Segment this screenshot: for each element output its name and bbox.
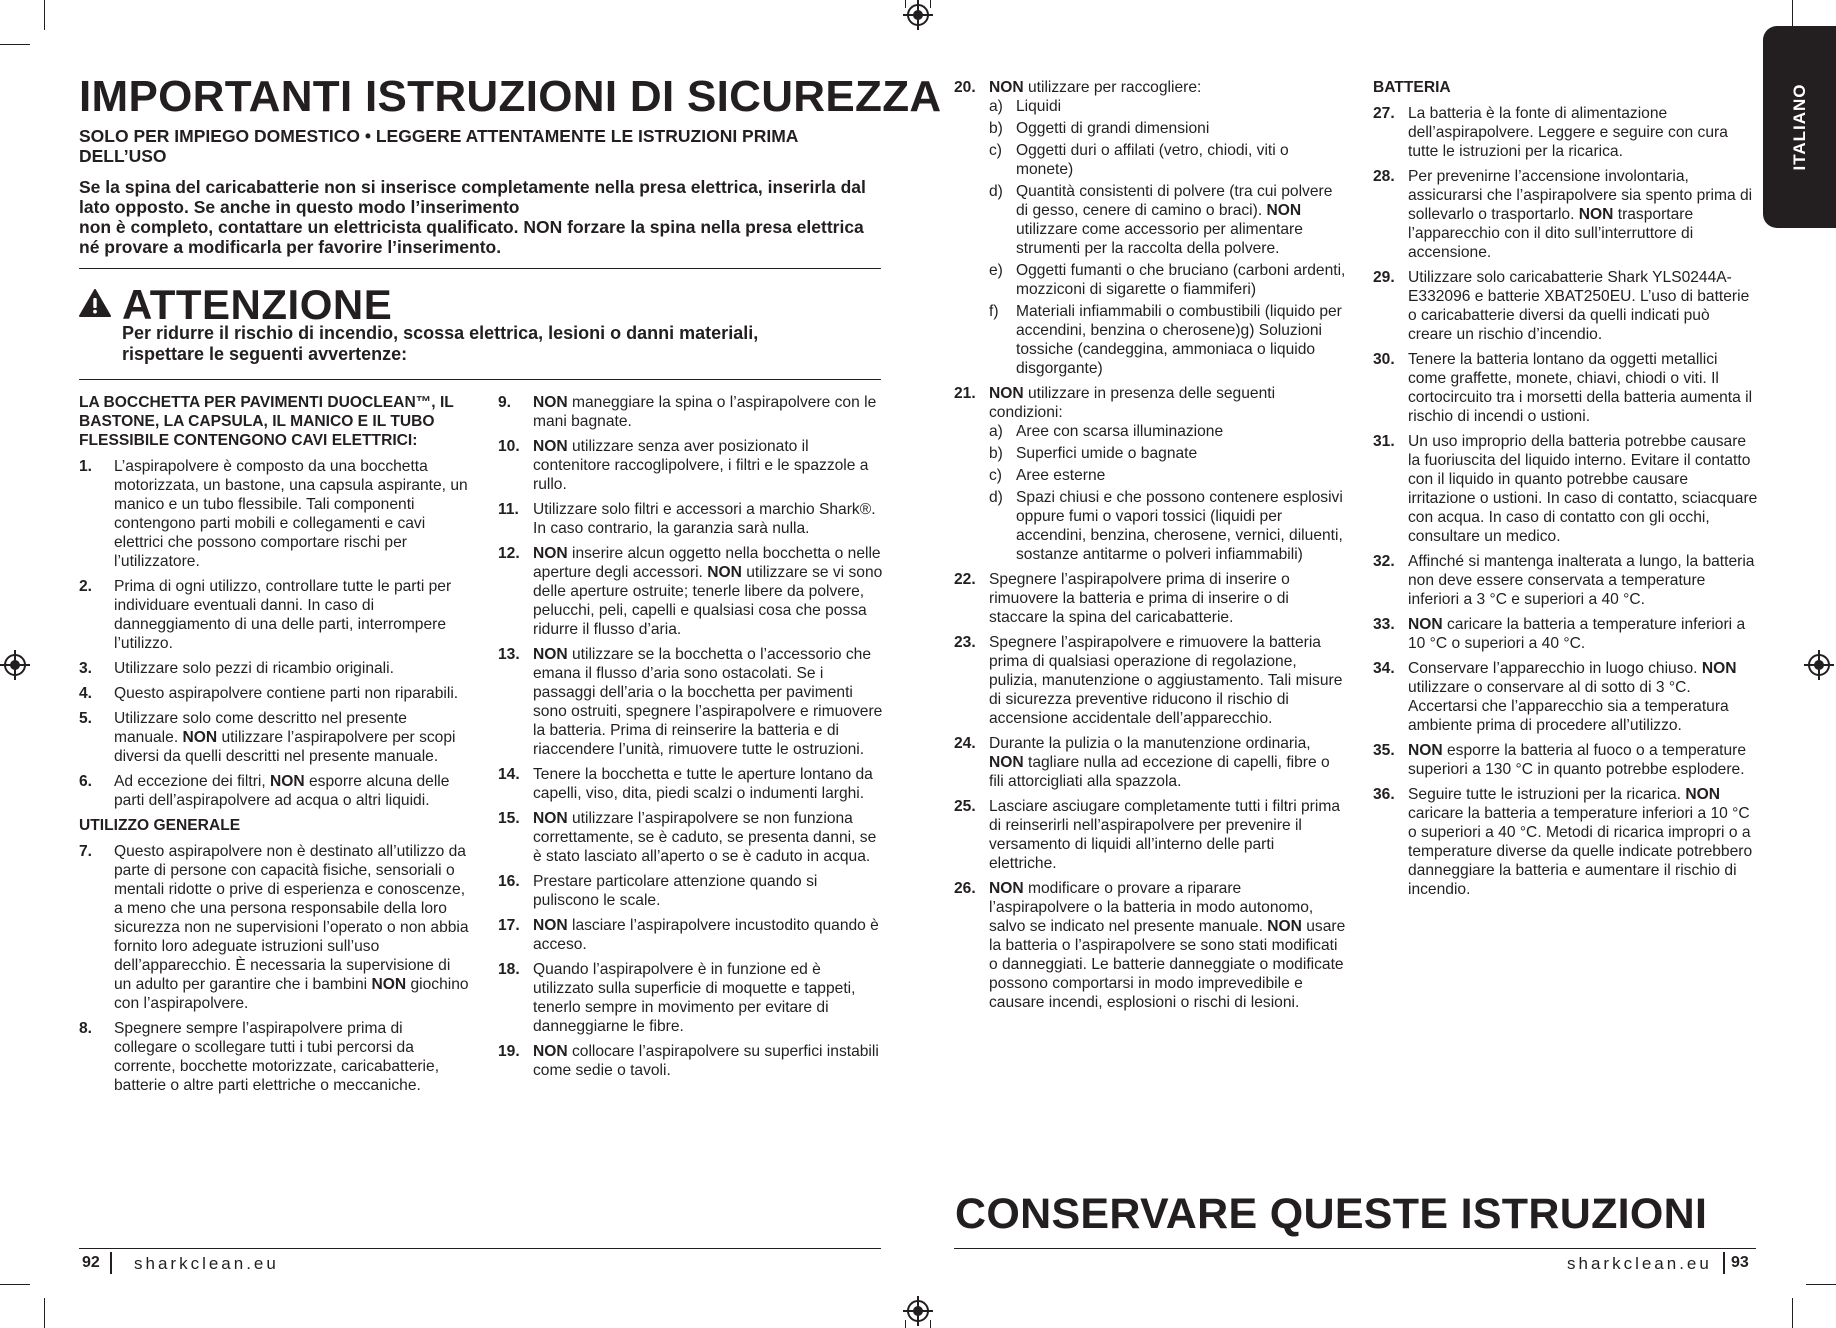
registration-mark-icon xyxy=(907,4,929,26)
keep-instructions-title: CONSERVARE QUESTE ISTRUZIONI xyxy=(955,1190,1708,1238)
emphasis: NON xyxy=(1266,202,1302,219)
item-text: Quando l’aspirapolvere è in funzione ed è utilizzato sulla superficie di moquette e tappeti, tenerlo sempre in movimento per evitare di danneggiarne le fibre. xyxy=(533,961,856,1035)
footer-separator xyxy=(110,1252,112,1274)
list-item xyxy=(79,457,469,571)
item-number: 3. xyxy=(79,660,93,677)
crop-mark xyxy=(0,44,30,45)
item-text: utilizzare se la bocchetta o l’accessorio che emana il flusso d’aria sono ostacolati. Se i passaggi dell’aria o la bocchetta per pavimenti sono ostruiti, spegnere l’aspirapolvere e rimuovere la batteria. Prima di reinserire la batteria e di riaccendere l’unità, rimuovere tutte le ostruzioni. xyxy=(533,646,883,758)
item-text: Durante la pulizia o la manutenzione ordinaria, xyxy=(989,735,1311,752)
column-2 xyxy=(498,393,883,1086)
emphasis: NON xyxy=(989,754,1024,771)
language-tab xyxy=(1763,26,1836,228)
item-number: 4. xyxy=(79,685,93,702)
list-item xyxy=(954,633,1346,728)
list-item xyxy=(1373,615,1758,653)
sub-item-letter: a) xyxy=(989,423,1003,440)
list-item xyxy=(498,872,883,910)
item-text: trasportare l’apparecchio con il dito sull’interruttore di accensione. xyxy=(1408,206,1694,261)
emphasis: NON xyxy=(1267,918,1302,935)
sub-item-letter: b) xyxy=(989,445,1003,462)
crop-mark xyxy=(930,1320,931,1328)
item-text: Utilizzare solo filtri e accessori a marchio Shark®. In caso contrario, la garanzia sarà nulla. xyxy=(533,501,876,537)
emphasis: NON xyxy=(1578,206,1614,223)
list-item xyxy=(954,734,1346,791)
list-item xyxy=(498,809,883,866)
sub-list xyxy=(989,97,1346,378)
item-text: usare la batteria o l’aspirapolvere se sono stati modificati o danneggiati. Le batterie danneggiate o modificate possono comportarsi in modo imprevedibile e causare incendi, esplosioni o rischi di lesioni. xyxy=(989,918,1346,1011)
sub-item-letter: d) xyxy=(989,489,1003,506)
item-text: Un uso improprio della batteria potrebbe causare la fuoriuscita del liquido interno. Evitare il contatto con il liquido in quanto potrebbe causare irritazione o ustioni. In caso di contatto, sciacquare con acqua. In caso di contatto con gli occhi, consultare un medico. xyxy=(1408,433,1758,545)
item-number: 11. xyxy=(498,501,519,518)
item-number: 14. xyxy=(498,766,520,783)
list-item xyxy=(498,960,883,1036)
list-item xyxy=(498,1042,883,1080)
list-item xyxy=(79,577,469,653)
list-item xyxy=(1373,104,1758,161)
crop-mark xyxy=(44,1298,45,1328)
item-text: collocare l’aspirapolvere su superfici instabili come sedie o tavoli. xyxy=(533,1043,879,1079)
sub-item xyxy=(989,422,1346,441)
sub-item xyxy=(989,302,1346,378)
column-3 xyxy=(954,78,1346,1018)
item-text: utilizzare l’aspirapolvere per scopi diversi da quelli descritti nel presente manuale. xyxy=(114,729,456,765)
sub-item xyxy=(989,444,1346,463)
emphasis: NON xyxy=(533,394,568,411)
emphasis: NON xyxy=(371,976,407,993)
item-number: 20. xyxy=(954,79,976,96)
column-4 xyxy=(1373,78,1758,905)
list-item xyxy=(1373,167,1758,262)
item-text: utilizzare senza aver posizionato il contenitore raccoglipolvere, i filtri e le spazzole a rullo. xyxy=(533,438,869,493)
item-text: caricare la batteria a temperature inferiori a 10 °C o superiori a 40 °C. Metodi di ricarica impropri o a temperature diverse da quelle indicate potrebbero danneggiare la batteria e aumentare il rischio di incendio. xyxy=(1408,805,1753,898)
item-text: Prima di ogni utilizzo, controllare tutte le parti per individuare eventuali danni. In caso di danneggiamento di una delle parti, interrompere l’utilizzo. xyxy=(114,578,452,652)
item-number: 23. xyxy=(954,634,976,651)
item-number: 9. xyxy=(498,394,512,411)
page-subtitle: SOLO PER IMPIEGO DOMESTICO • LEGGERE ATTENTAMENTE LE ISTRUZIONI PRIMA DELL’USO xyxy=(79,126,798,166)
item-text: utilizzare l’aspirapolvere se non funziona correttamente, se è caduto, se presenta danni, se è stato lasciato all’aperto o se è caduto in acqua. xyxy=(533,810,877,865)
sub-item xyxy=(989,261,1346,299)
sub-item xyxy=(989,119,1346,138)
emphasis: NON xyxy=(1701,660,1737,677)
emphasis: NON xyxy=(533,438,568,455)
list-item xyxy=(498,437,883,494)
plug-notice-line-1: Se la spina del caricabatterie non si inserisce completamente nella presa elettrica, inserirla dal lato opposto. Se anche in questo modo l’inserimento xyxy=(79,177,866,217)
sub-item-text: Quantità consistenti di polvere (tra cui polvere di gesso, cenere di camino o braci). xyxy=(1016,183,1333,219)
item-text: inserire alcun oggetto nella bocchetta o nelle aperture degli accessori. xyxy=(533,545,881,581)
language-tab-label: ITALIANO xyxy=(1789,83,1809,171)
section-heading: UTILIZZO GENERALE xyxy=(79,817,241,834)
item-text: Tenere la bocchetta e tutte le aperture lontano da capelli, viso, dita, piedi scalzi o indumenti larghi. xyxy=(533,766,873,802)
item-text: utilizzare per raccogliere: xyxy=(1023,79,1202,96)
footer-rule xyxy=(79,1248,881,1249)
item-text: Ad eccezione dei filtri, xyxy=(114,773,271,790)
item-number: 12. xyxy=(498,545,520,562)
sub-item-text: Oggetti duri o affilati (vetro, chiodi, viti o monete) xyxy=(1016,142,1289,178)
item-number: 18. xyxy=(498,961,520,978)
item-text: caricare la batteria a temperature inferiori a 10 °C o superiori a 40 °C. xyxy=(1408,616,1746,652)
emphasis: NON xyxy=(707,564,742,581)
page-number-left: 92 xyxy=(82,1254,100,1271)
emphasis: NON xyxy=(533,646,568,663)
list-item xyxy=(498,544,883,639)
list-item xyxy=(1373,741,1758,779)
emphasis: NON xyxy=(182,729,218,746)
item-number: 32. xyxy=(1373,553,1395,570)
item-text: Per prevenirne l’accensione involontaria, assicurarsi che l’aspirapolvere sia spento prima di sollevarlo o trasportarlo. xyxy=(1408,168,1753,223)
item-number: 34. xyxy=(1373,660,1395,677)
item-text: utilizzare o conservare al di sotto di 3 °C. Accertarsi che l’apparecchio sia a temperatura ambiente prima di procedere all’utilizzo. xyxy=(1408,679,1729,734)
list-item xyxy=(498,765,883,803)
emphasis: NON xyxy=(1408,616,1443,633)
list-item xyxy=(79,709,469,766)
item-text: giochino con l’aspirapolvere. xyxy=(114,976,469,1012)
item-number: 36. xyxy=(1373,786,1395,803)
item-text: modificare o provare a riparare l’aspirapolvere o la batteria in modo autonomo, salvo se indicato nel presente manuale. xyxy=(989,880,1314,935)
item-number: 15. xyxy=(498,810,520,827)
sub-item-text: Spazi chiusi e che possono contenere esplosivi oppure fumi o vapori tossici (liquidi per accendini, benzina, cherosene, vernici, diluenti, sostanze antitarme o polveri infiammabili) xyxy=(1016,489,1343,563)
item-text: maneggiare la spina o l’aspirapolvere con le mani bagnate. xyxy=(533,394,877,430)
item-text: Questo aspirapolvere non è destinato all’utilizzo da parte di persone con capacità fisiche, sensoriali o mentali ridotte o prive di esperienza e conoscenze, a meno che una persona responsabile della loro sicurezza non ne supervisioni l’operato o non abbia fornito loro adeguate istruzioni sull’uso dell’apparecchio. È necessaria la supervisione di un adulto per garantire che i bambini xyxy=(114,843,469,993)
item-text: Utilizzare solo caricabatterie Shark YLS0244A-E332096 e batterie XBAT250EU. L’uso di batterie o caricabatterie diversi da quelli indicati può creare un rischio d’incendio. xyxy=(1408,269,1750,343)
item-text: utilizzare se vi sono delle aperture ostruite; tenerle libere da polvere, pelucchi, peli, capelli e qualsiasi cosa che possa ridurre il flusso d’aria. xyxy=(533,564,883,638)
item-number: 6. xyxy=(79,773,93,790)
item-number: 24. xyxy=(954,735,976,752)
list-item xyxy=(954,879,1346,1012)
list-item xyxy=(498,393,883,431)
item-text: Conservare l’apparecchio in luogo chiuso. xyxy=(1408,660,1702,677)
warning-triangle-icon xyxy=(79,289,111,317)
list-item xyxy=(954,78,1346,378)
item-number: 33. xyxy=(1373,616,1395,633)
list-item xyxy=(79,1019,469,1095)
sub-item-text: Oggetti fumanti o che bruciano (carboni ardenti, mozziconi di sigarette o fiammiferi) xyxy=(1016,262,1346,298)
item-text: Seguire tutte le istruzioni per la ricarica. xyxy=(1408,786,1686,803)
plug-notice xyxy=(79,177,879,257)
item-number: 21. xyxy=(954,385,976,402)
list-item xyxy=(79,842,469,1013)
sub-item-letter: b) xyxy=(989,120,1003,137)
divider xyxy=(79,379,881,380)
list-item xyxy=(79,684,469,703)
item-number: 1. xyxy=(79,458,93,475)
list-item xyxy=(79,772,469,810)
sub-item-letter: e) xyxy=(989,262,1003,279)
list-item xyxy=(498,645,883,759)
item-text: Utilizzare solo come descritto nel presente manuale. xyxy=(114,710,407,746)
item-number: 19. xyxy=(498,1043,520,1060)
registration-mark-icon xyxy=(907,1300,929,1322)
item-number: 2. xyxy=(79,578,93,595)
section-heading: BATTERIA xyxy=(1373,79,1451,96)
section-heading: LA BOCCHETTA PER PAVIMENTI DUOCLEAN™, IL BASTONE, LA CAPSULA, IL MANICO E IL TUBO FLESSIBILE CONTENGONO CAVI ELETTRICI: xyxy=(79,394,454,449)
page-number-right: 93 xyxy=(1731,1254,1749,1271)
item-number: 17. xyxy=(498,917,520,934)
warning-title: ATTENZIONE xyxy=(122,281,393,328)
sub-item xyxy=(989,466,1346,485)
item-text: Tenere la batteria lontano da oggetti metallici come graffette, monete, chiavi, chiodi o viti. Il cortocircuito tra i morsetti della batteria aumenta il rischio di incendi o ustioni. xyxy=(1408,351,1753,425)
crop-mark xyxy=(44,0,45,30)
item-text: Lasciare asciugare completamente tutti i filtri prima di reinserirli nell’aspirapolvere per prevenire il versamento di liquidi all’interno delle parti elettriche. xyxy=(989,798,1341,872)
plug-notice-line-2: non è completo, contattare un elettricista qualificato. NON forzare la spina nella presa elettrica né provare a modificarla per favorire l’inserimento. xyxy=(79,217,864,257)
emphasis: NON xyxy=(989,385,1024,402)
footer-site-left: sharkclean.eu xyxy=(134,1254,279,1273)
item-number: 26. xyxy=(954,880,976,897)
list-item xyxy=(1373,268,1758,344)
item-number: 13. xyxy=(498,646,520,663)
crop-mark xyxy=(905,0,906,8)
item-number: 16. xyxy=(498,873,520,890)
crop-mark xyxy=(1792,1298,1793,1328)
crop-mark xyxy=(1806,1284,1836,1285)
list-item xyxy=(498,916,883,954)
sub-item xyxy=(989,182,1346,258)
item-text: esporre alcuna delle parti dell’aspirapolvere ad acqua o altri liquidi. xyxy=(114,773,450,809)
item-text: tagliare nulla ad eccezione di capelli, fibre o fili attorcigliati alla spazzola. xyxy=(989,754,1330,790)
item-text: esporre la batteria al fuoco o a temperature superiori a 130 °C in quanto potrebbe esplodere. xyxy=(1408,742,1747,778)
item-number: 30. xyxy=(1373,351,1395,368)
list-item xyxy=(1373,432,1758,546)
sub-list xyxy=(989,422,1346,564)
emphasis: NON xyxy=(270,773,305,790)
list-item xyxy=(1373,659,1758,735)
emphasis: NON xyxy=(533,545,568,562)
sub-item-text: Aree esterne xyxy=(1016,467,1106,484)
item-number: 8. xyxy=(79,1020,93,1037)
warning-text: Per ridurre il rischio di incendio, scossa elettrica, lesioni o danni materiali, rispettare le seguenti avvertenze: xyxy=(122,323,759,364)
emphasis: NON xyxy=(533,810,568,827)
sub-item xyxy=(989,97,1346,116)
item-text: Spegnere l’aspirapolvere e rimuovere la batteria prima di qualsiasi operazione di regolazione, pulizia, manutenzione o aggiustamento. Tali misure di sicurezza preventive riducono il rischio di accensione accidentale dell’apparecchio. xyxy=(989,634,1343,727)
sub-item-letter: a) xyxy=(989,98,1003,115)
emphasis: NON xyxy=(989,79,1024,96)
sub-item-letter: c) xyxy=(989,142,1002,159)
list-item xyxy=(1373,552,1758,609)
item-number: 25. xyxy=(954,798,976,815)
item-number: 7. xyxy=(79,843,93,860)
list-item xyxy=(954,797,1346,873)
sub-item xyxy=(989,141,1346,179)
page-title: IMPORTANTI ISTRUZIONI DI SICUREZZA xyxy=(79,72,942,121)
item-text: utilizzare in presenza delle seguenti condizioni: xyxy=(989,385,1276,421)
item-number: 29. xyxy=(1373,269,1395,286)
crop-mark xyxy=(905,1320,906,1328)
sub-item-text: utilizzare come accessorio per alimentare strumenti per la raccolta della polvere. xyxy=(1016,221,1303,257)
divider xyxy=(79,268,881,269)
emphasis: NON xyxy=(1408,742,1443,759)
item-number: 22. xyxy=(954,571,976,588)
item-number: 5. xyxy=(79,710,93,727)
emphasis: NON xyxy=(533,917,568,934)
item-number: 27. xyxy=(1373,105,1395,122)
item-text: Questo aspirapolvere contiene parti non riparabili. xyxy=(114,685,459,702)
item-text: Spegnere sempre l’aspirapolvere prima di collegare o scollegare tutti i tubi percorsi da corrente, bocchette motorizzate, caricabatterie, batterie o altre parti elettriche o meccaniche. xyxy=(114,1020,440,1094)
sub-item-text: Superfici umide o bagnate xyxy=(1016,445,1198,462)
footer-site-right: sharkclean.eu xyxy=(1567,1254,1712,1273)
item-text: lasciare l’aspirapolvere incustodito quando è acceso. xyxy=(533,917,879,953)
sub-item-text: Materiali infiammabili o combustibili (liquido per accendini, benzina o cherosene)g) Soluzioni tossiche (candeggina, ammoniaca o liquido disgorgante) xyxy=(1016,303,1342,377)
emphasis: NON xyxy=(533,1043,568,1060)
sub-item-letter: c) xyxy=(989,467,1002,484)
registration-mark-icon xyxy=(1808,654,1830,676)
crop-mark xyxy=(0,1284,30,1285)
item-number: 31. xyxy=(1373,433,1395,450)
sub-item-text: Aree con scarsa illuminazione xyxy=(1016,423,1224,440)
sub-item-letter: d) xyxy=(989,183,1003,200)
emphasis: NON xyxy=(989,880,1024,897)
sub-item-text: Liquidi xyxy=(1016,98,1062,115)
crop-mark xyxy=(930,0,931,8)
item-number: 10. xyxy=(498,438,520,455)
emphasis: NON xyxy=(1685,786,1721,803)
item-text: La batteria è la fonte di alimentazione dell’aspirapolvere. Leggere e seguire con cura tutte le istruzioni per la ricarica. xyxy=(1408,105,1728,160)
item-number: 35. xyxy=(1373,742,1395,759)
footer-rule xyxy=(954,1248,1756,1249)
item-text: Utilizzare solo pezzi di ricambio originali. xyxy=(114,660,394,677)
sub-item-letter: f) xyxy=(989,303,999,320)
column-1 xyxy=(79,393,469,1101)
list-item xyxy=(1373,785,1758,899)
list-item xyxy=(954,384,1346,564)
sub-item-text: Oggetti di grandi dimensioni xyxy=(1016,120,1210,137)
list-item xyxy=(954,570,1346,627)
list-item xyxy=(498,500,883,538)
footer-separator xyxy=(1723,1252,1725,1274)
list-item xyxy=(1373,350,1758,426)
item-text: Affinché si mantenga inalterata a lungo, la batteria non deve essere conservata a temperature inferiori a 3 °C e superiori a 40 °C. xyxy=(1408,553,1755,608)
list-item xyxy=(79,659,469,678)
item-text: Prestare particolare attenzione quando si puliscono le scale. xyxy=(533,873,818,909)
sub-item xyxy=(989,488,1346,564)
item-text: Spegnere l’aspirapolvere prima di inserire o rimuovere la batteria e prima di inserire o di staccare la spina del caricabatterie. xyxy=(989,571,1290,626)
item-text: L’aspirapolvere è composto da una bocchetta motorizzata, un bastone, una capsula aspirante, un manico e un tubo flessibile. Tali componenti contengono parti mobili e collegamenti e cavi elettrici che possono comportare rischi per l’utilizzatore. xyxy=(114,458,468,570)
item-number: 28. xyxy=(1373,168,1395,185)
registration-mark-icon xyxy=(4,654,26,676)
